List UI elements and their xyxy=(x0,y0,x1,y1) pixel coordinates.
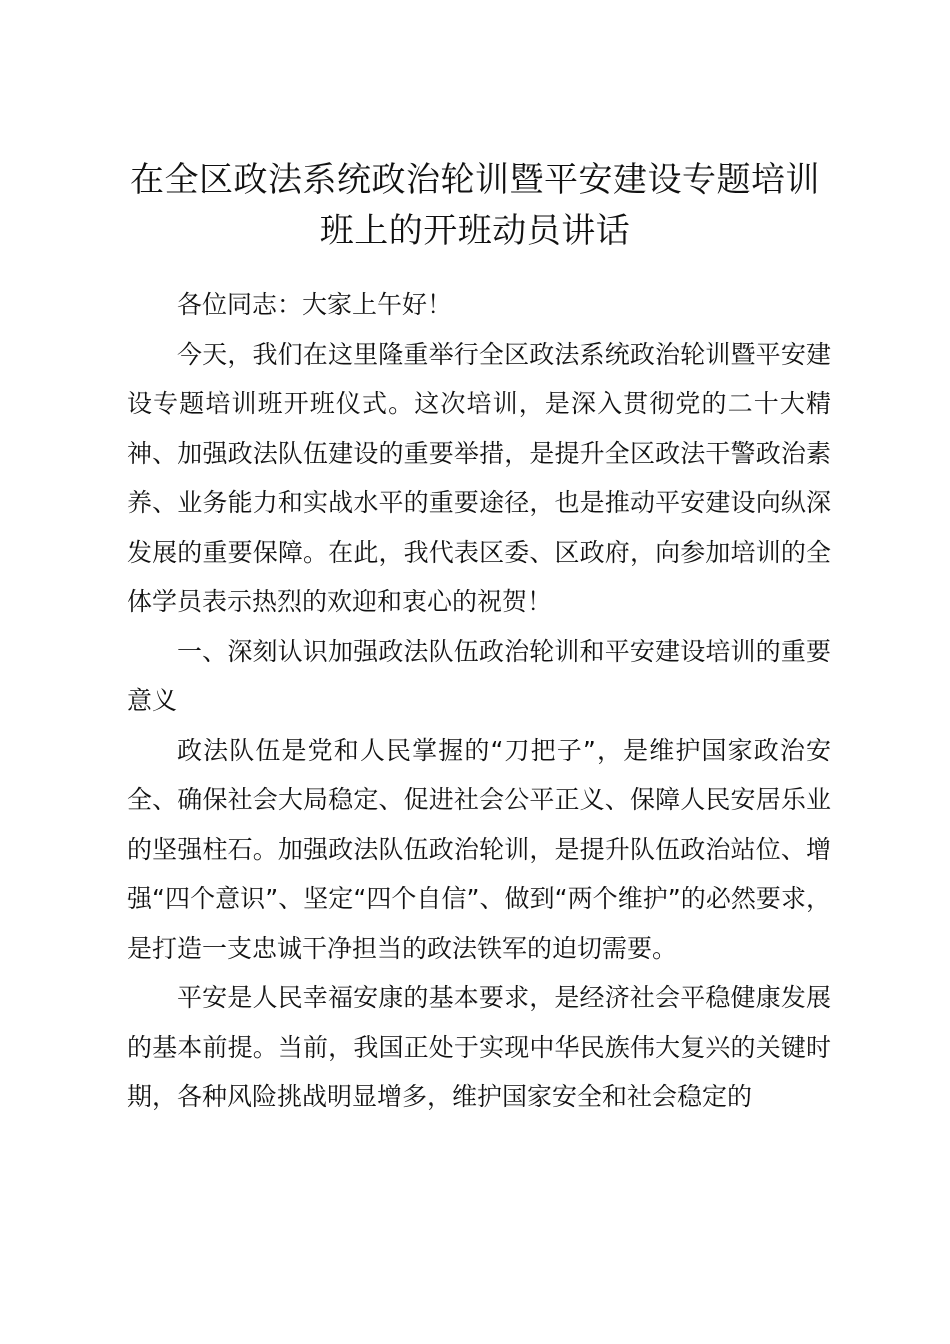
salutation-paragraph: 各位同志：大家上午好！ xyxy=(177,290,453,319)
document-body xyxy=(127,280,831,1122)
body-paragraph: 政法队伍是党和人民掌握的“刀把子”，是维护国家政治安全、确保社会大局稳定、促进社会公平正义、保障人民安居乐业的坚强柱石。加强政法队伍政治轮训，是提升队伍政治站位、增强“四个意识”、坚定“四个自信”、做到“两个维护”的必然要求，是打造一支忠诚干净担当的政法铁军的迫切需要。 xyxy=(127,735,831,963)
document-title: 在全区政法系统政治轮训暨平安建设专题培训班上的开班动员讲话 xyxy=(130,160,820,251)
section-heading-1: 一、深刻认识加强政法队伍政治轮训和平安建设培训的重要意义 xyxy=(127,636,831,715)
body-paragraph: 平安是人民幸福安康的基本要求，是经济社会平稳健康发展的基本前提。当前，我国正处于实现中华民族伟大复兴的关键时期，各种风险挑战明显增多，维护国家安全和社会稳定的 xyxy=(127,983,831,1111)
opening-paragraph: 今天，我们在这里隆重举行全区政法系统政治轮训暨平安建设专题培训班开班仪式。这次培训，是深入贯彻党的二十大精神、加强政法队伍建设的重要举措，是提升全区政法干警政治素养、业务能力和实战水平的重要途径，也是推动平安建设向纵深发展的重要保障。在此，我代表区委、区政府，向参加培训的全体学员表示热烈的欢迎和衷心的祝贺！ xyxy=(127,339,831,616)
